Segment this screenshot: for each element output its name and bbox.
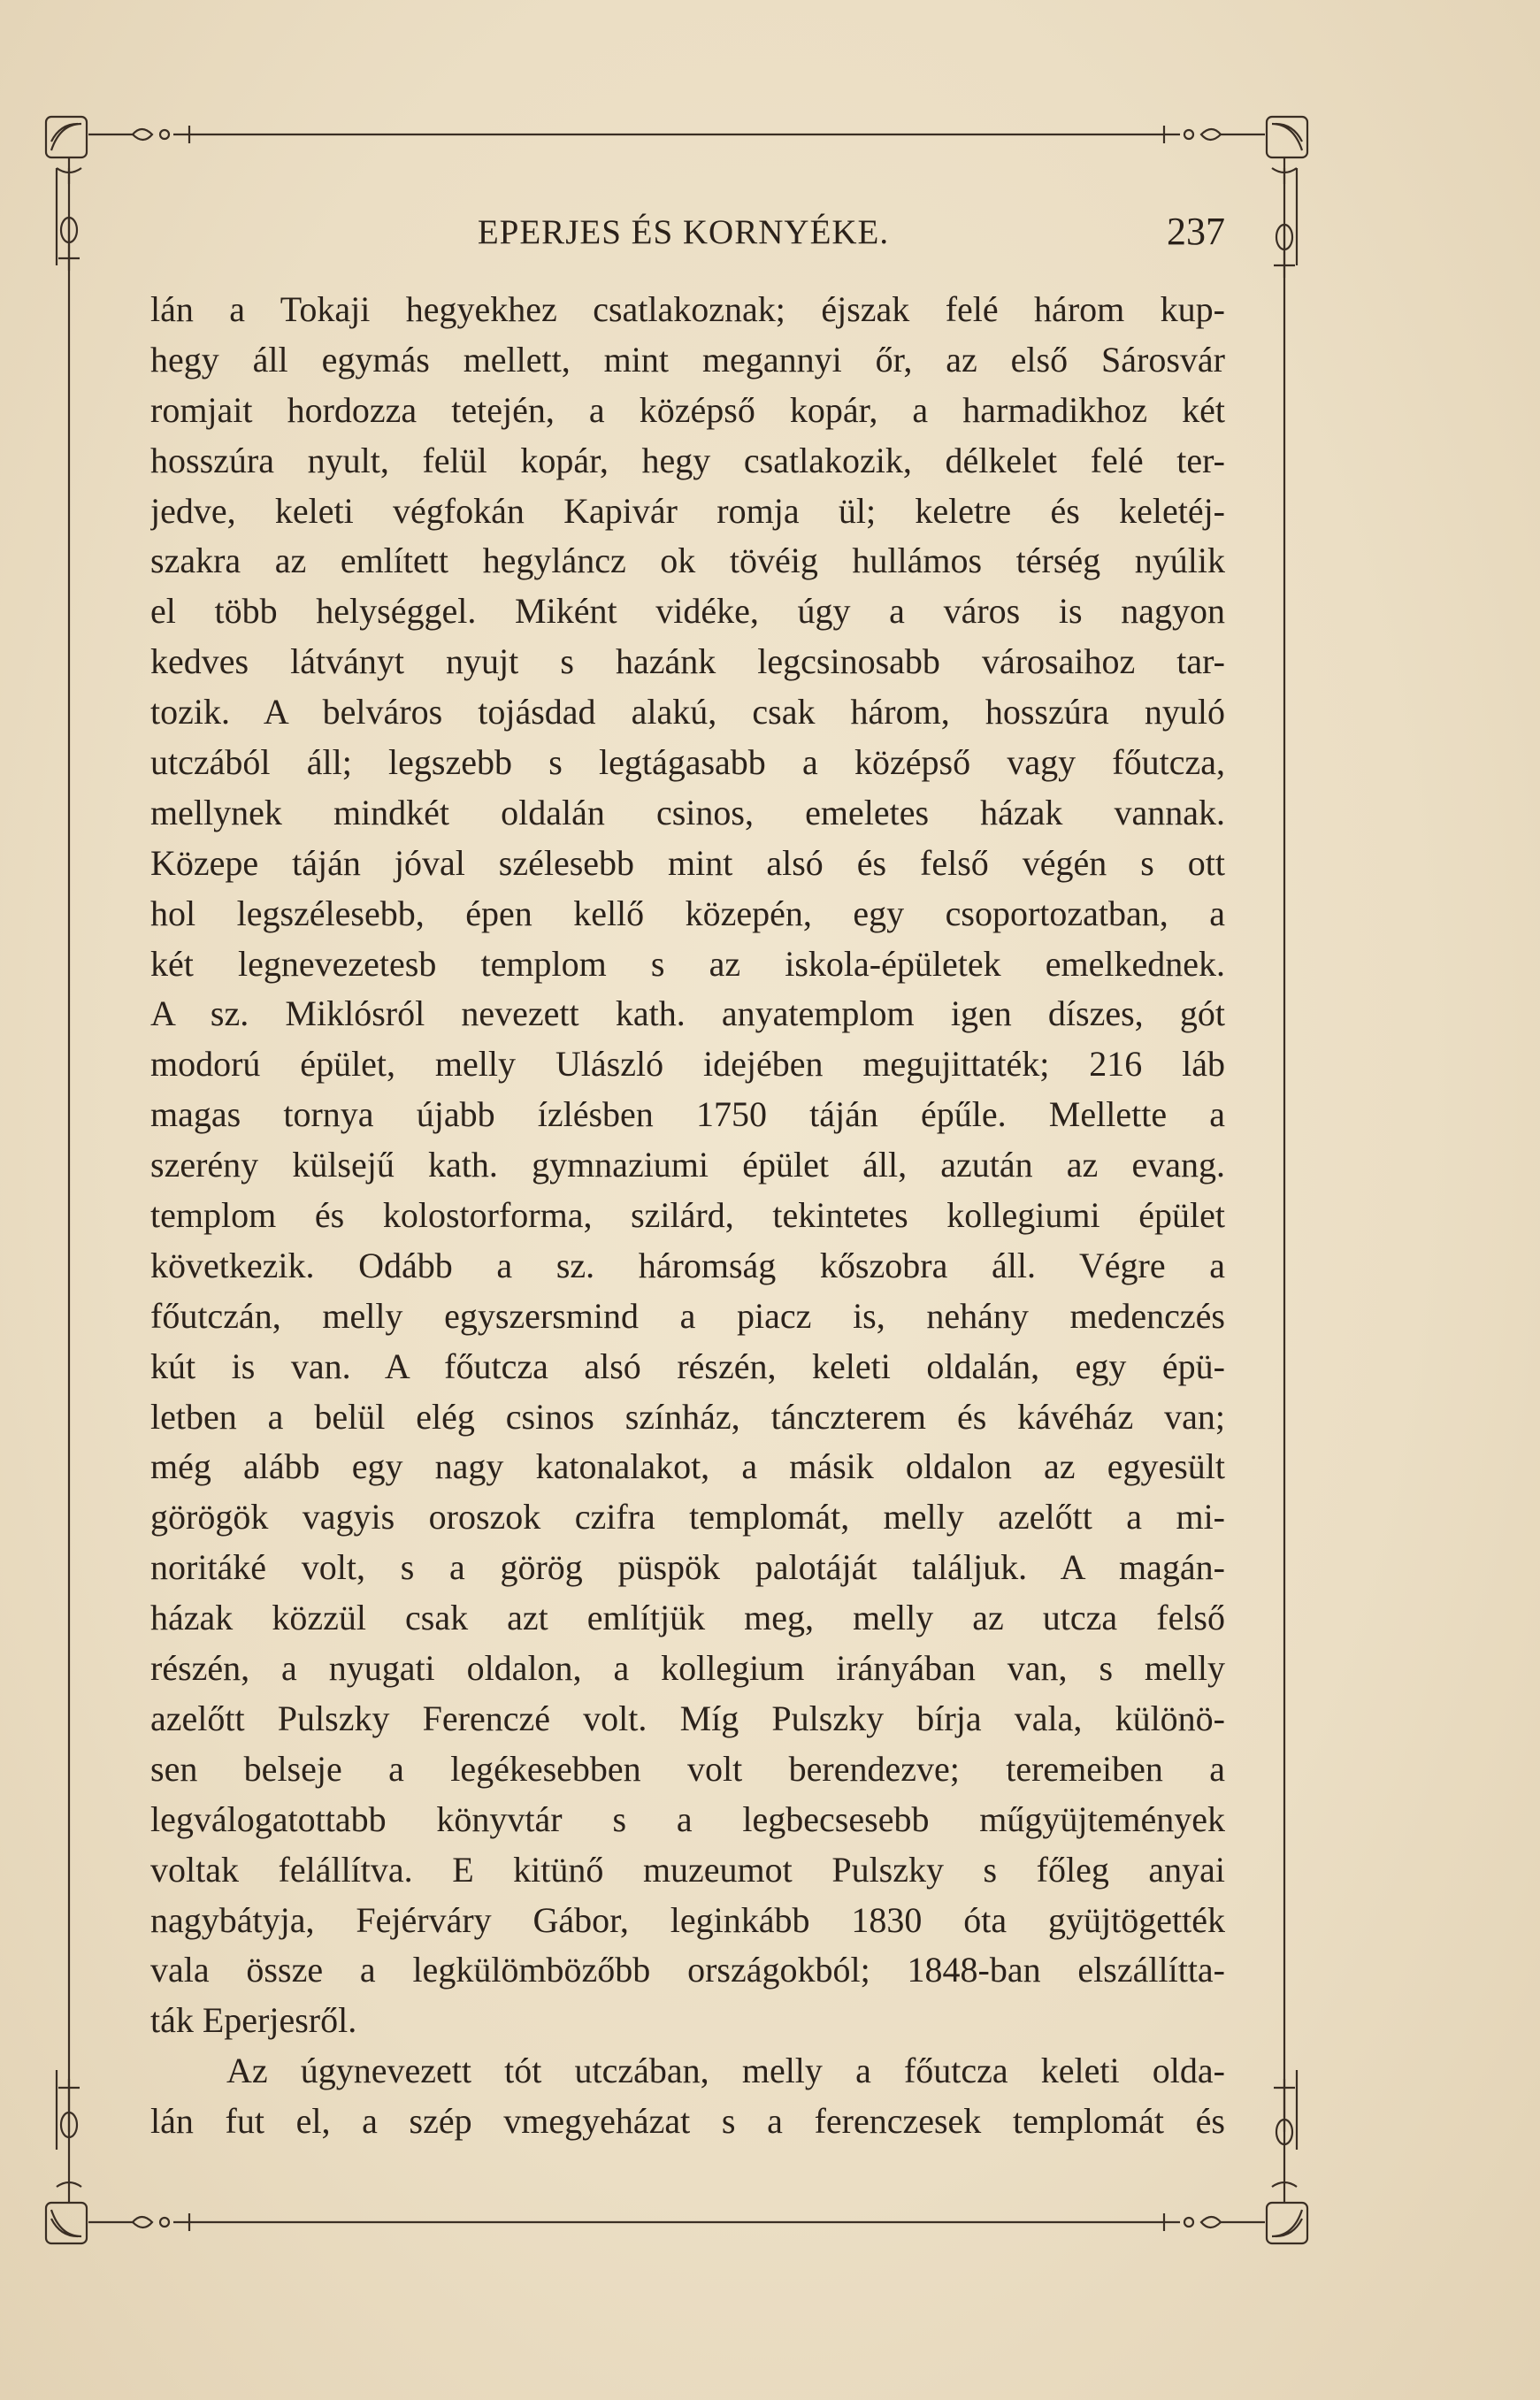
text-line: jedve, keleti végfokán Kapivár romja ül; keletre és keletéj- [150, 490, 1225, 531]
text-line: el több helységgel. Miként vidéke, úgy a város is nagyon [150, 591, 1225, 632]
running-head: EPERJES ÉS KORNYÉKE. [477, 213, 890, 251]
page-number: 237 [1167, 210, 1225, 253]
text-line: következik. Odább a sz. háromság kőszobra áll. Végre a [150, 1245, 1225, 1285]
text-line: szerény külsejű kath. gymnaziumi épület áll, azután az evang. [150, 1145, 1225, 1185]
text-line: kút is van. A főutcza alsó részén, keleti oldalán, egy épü- [150, 1346, 1225, 1386]
text-line: nagybátyja, Fejérváry Gábor, leginkább 1830 óta gyüjtögették [150, 1899, 1225, 1940]
text-line: A sz. Miklósról nevezett kath. anyatemplom igen díszes, gót [150, 993, 1225, 1034]
text-line: hol legszélesebb, épen kellő közepén, egy csoportozatban, a [150, 893, 1225, 933]
text-line: lán a Tokaji hegyekhez csatlakoznak; éjszak felé három kup- [150, 289, 1225, 329]
text-line: főutczán, melly egyszersmind a piacz is, nehány medenczés [150, 1295, 1225, 1336]
text-line: Közepe táján jóval szélesebb mint alsó és felső végén s ott [150, 842, 1225, 883]
text-line: voltak felállítva. E kitünő muzeumot Pulszky s főleg anyai [150, 1849, 1225, 1890]
text-line: házak közzül csak azt említjük meg, melly az utcza felső [150, 1598, 1225, 1638]
text-line: legválogatottabb könyvtár s a legbecsesebb műgyüjtemények [150, 1798, 1225, 1839]
text-line: vala össze a legkülömbözőbb országokból; 1848-ban elszállítta- [150, 1950, 1225, 1990]
text-line: sen belseje a legékesebben volt berendezve; teremeiben a [150, 1748, 1225, 1789]
text-line: még alább egy nagy katonalakot, a másik oldalon az egyesült [150, 1446, 1225, 1487]
text-line: magas tornya újabb ízlésben 1750 táján épűle. Mellette a [150, 1094, 1225, 1135]
body-text [150, 285, 1225, 2147]
text-line: lán fut el, a szép vmegyeházat s a ferenczesek templomát és [150, 2101, 1225, 2142]
text-line: noritáké volt, s a görög püspök palotáját találjuk. A magán- [150, 1547, 1225, 1588]
text-line: romjait hordozza tetején, a középső kopár, a harmadikhoz két [150, 389, 1225, 430]
text-line: két legnevezetesb templom s az iskola-épületek emelkednek. [150, 943, 1225, 984]
text-line: Az úgynevezett tót utczában, melly a főutcza keleti olda- [226, 2051, 1225, 2091]
text-line: utczából áll; legszebb s legtágasabb a középső vagy főutcza, [150, 742, 1225, 783]
text-line: azelőtt Pulszky Ferenczé volt. Míg Pulszky bírja vala, különö- [150, 1698, 1225, 1738]
text-line: ták Eperjesről. [150, 2000, 357, 2041]
text-line: részén, a nyugati oldalon, a kollegium irányában van, s melly [150, 1648, 1225, 1689]
text-line: templom és kolostorforma, szilárd, tekintetes kollegiumi épület [150, 1195, 1225, 1236]
text-line: hegy áll egymás mellett, mint megannyi őr, az első Sárosvár [150, 339, 1225, 380]
text-line: letben a belül elég csinos színház, tánczterem és kávéház van; [150, 1396, 1225, 1437]
text-line: szakra az említett hegyláncz ok tövéig hullámos térség nyúlik [150, 541, 1225, 581]
text-line: modorú épület, melly Ulászló idejében megujittaték; 216 láb [150, 1044, 1225, 1085]
text-line: görögök vagyis oroszok czifra templomát, melly azelőtt a mi- [150, 1497, 1225, 1537]
page-header [142, 209, 1225, 253]
text-line: hosszúra nyult, felül kopár, hegy csatlakozik, délkelet felé ter- [150, 440, 1225, 480]
text-line: tozik. A belváros tojásdad alakú, csak három, hosszúra nyuló [150, 692, 1225, 732]
text-line: kedves látványt nyujt s hazánk legcsinosabb városaihoz tar- [150, 641, 1225, 682]
text-line: mellynek mindkét oldalán csinos, emeletes házak vannak. [150, 792, 1225, 832]
